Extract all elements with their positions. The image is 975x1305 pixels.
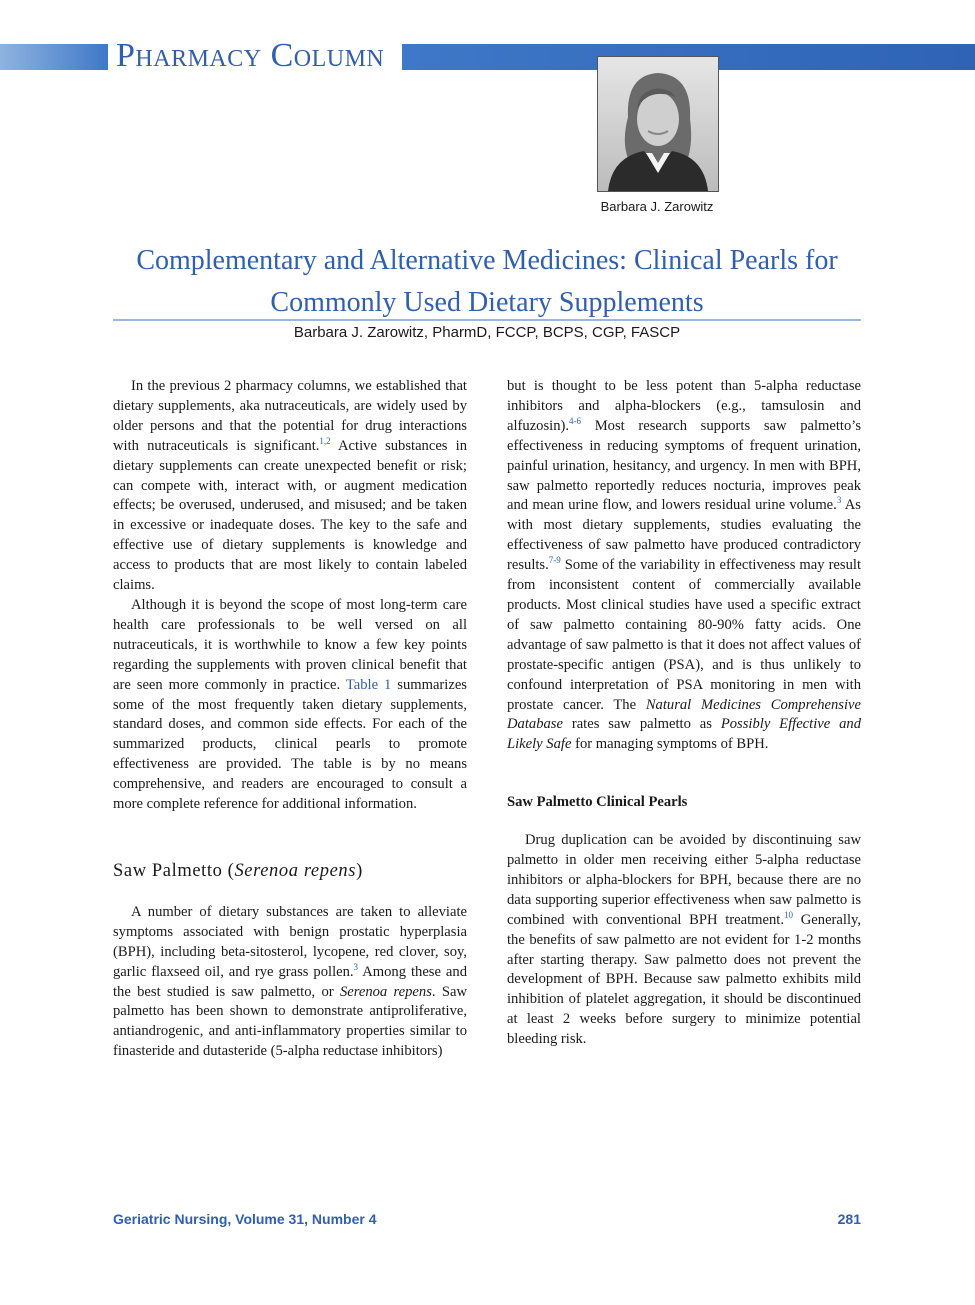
- author-portrait: [597, 56, 719, 192]
- saw-palmetto-paragraph: A number of dietary substances are taken to alleviate symptoms associated with benign prostatic hyperplasia (BPH), including beta-sitosterol, lycopene, red clover, soy, garlic flaxseed oil, and rye grass pollen.$^3$ Among these and the best studied is saw palmetto, or Serenoa repens. Saw palmetto has been shown to demonstrate antiproliferative, antiandrogenic, and anti-inflammatory properties similar to finasteride and dutasteride (5-alpha reductase inhibitors): [113, 903, 467, 1060]
- article-title: Complementary and Alternative Medicines: Clinical Pearls for Commonly Used Dietary Supplements: [136, 245, 838, 318]
- subheading-clinical-pearls: Saw Palmetto Clinical Pearls: [507, 794, 688, 811]
- page-number: 281: [837, 1211, 861, 1227]
- intro-paragraph: In the previous 2 pharmacy columns, we established that dietary supplements, aka nutraceuticals, are widely used by older persons and that the potential for drug interactions with nutraceuticals is significant.$^{1,2}$ Active substances in dietary supplements can create unexpected benefit or risk; can compete with, interact with, or augment medication effects; be overused, underused, and misused; and be taken in excessive or inadequate doses. The key to the safe and effective use of dietary supplements is knowledge and access to products that are most likely to contain labeled claims.: [113, 378, 467, 594]
- effectiveness-paragraph: but is thought to be less potent than 5-alpha reductase inhibitors and alpha-blockers (e.g., tamsulosin and alfuzosin).$^{4-6}$ Most research supports saw palmetto’s effectiveness in reducing symptoms of frequent urination, painful urination, hesitancy, and urgency. In men with BPH, saw palmetto reportedly reduces nocturia, improves peak and mean urine flow, and lowers residual urine volume.$^3$ As with most dietary supplements, studies evaluating the effectiveness of saw palmetto have produced contradictory results.$^{7-9}$ Some of the variability in effectiveness may result from inconsistent content of commercially available products. Most clinical studies have used a specific extract of saw palmetto containing 80-90% fatty acids. One advantage of saw palmetto is that it does not affect values of prostate-specific antigen (PSA), and is thus unlikely to confound interpretation of PSA monitoring in men with prostate cancer. The Natural Medicines Comprehensive Database rates saw palmetto as Possibly Effective and Likely Safe for managing symptoms of BPH.: [507, 378, 861, 753]
- table-reference-link[interactable]: Table 1: [345, 676, 392, 693]
- clinical-pearls-paragraph: Drug duplication can be avoided by discontinuing saw palmetto in older men receiving either 5-alpha reductase inhibitors or alpha-blockers for BPH, because there are no data supporting superior effectiveness when saw palmetto is combined with conventional BPH treatment.$^{10}$ Generally, the benefits of saw palmetto are not evident for 1-2 months after starting therapy. Saw palmetto does not prevent the development of BPH. Because saw palmetto exhibits mild inhibition of platelet aggregation, it should be discontinued at least 2 weeks before surgery to minimize potential bleeding risk.: [507, 832, 861, 1048]
- citation-ref[interactable]: 4-6: [569, 415, 582, 426]
- citation-ref[interactable]: 7-9: [548, 555, 561, 566]
- column-title: Pharmacy Column: [116, 37, 385, 74]
- scope-paragraph: Although it is beyond the scope of most long-term care health care professionals to be well versed on all nutraceuticals, it is worthwhile to know a few key points regarding the supplements with proven clinical benefit that are seen more commonly in practice. Table 1 summarizes some of the most frequently taken dietary supplements, standard doses, and common side effects. For each of the summarized products, clinical pearls to promote effectiveness are provided. The table is by no means comprehensive, and readers are encouraged to consult a more complete reference for additional information.: [113, 596, 467, 813]
- author-byline: Barbara J. Zarowitz, PharmD, FCCP, BCPS, CGP, FASCP: [293, 324, 681, 341]
- citation-ref[interactable]: 10: [784, 909, 794, 920]
- title-divider: [113, 319, 861, 321]
- left-column: [113, 377, 467, 1062]
- portrait-caption: Barbara J. Zarowitz: [600, 199, 714, 214]
- citation-ref[interactable]: 1,2: [319, 435, 331, 446]
- portrait-photo-icon: [598, 57, 718, 191]
- section-heading-saw-palmetto: Saw Palmetto (Serenoa repens): [113, 860, 363, 881]
- citation-ref[interactable]: 3: [353, 961, 359, 972]
- right-column: [507, 377, 861, 1050]
- header-banner-left: [0, 44, 108, 70]
- journal-footer: Geriatric Nursing, Volume 31, Number 4: [113, 1211, 377, 1227]
- citation-ref[interactable]: 3: [836, 495, 842, 506]
